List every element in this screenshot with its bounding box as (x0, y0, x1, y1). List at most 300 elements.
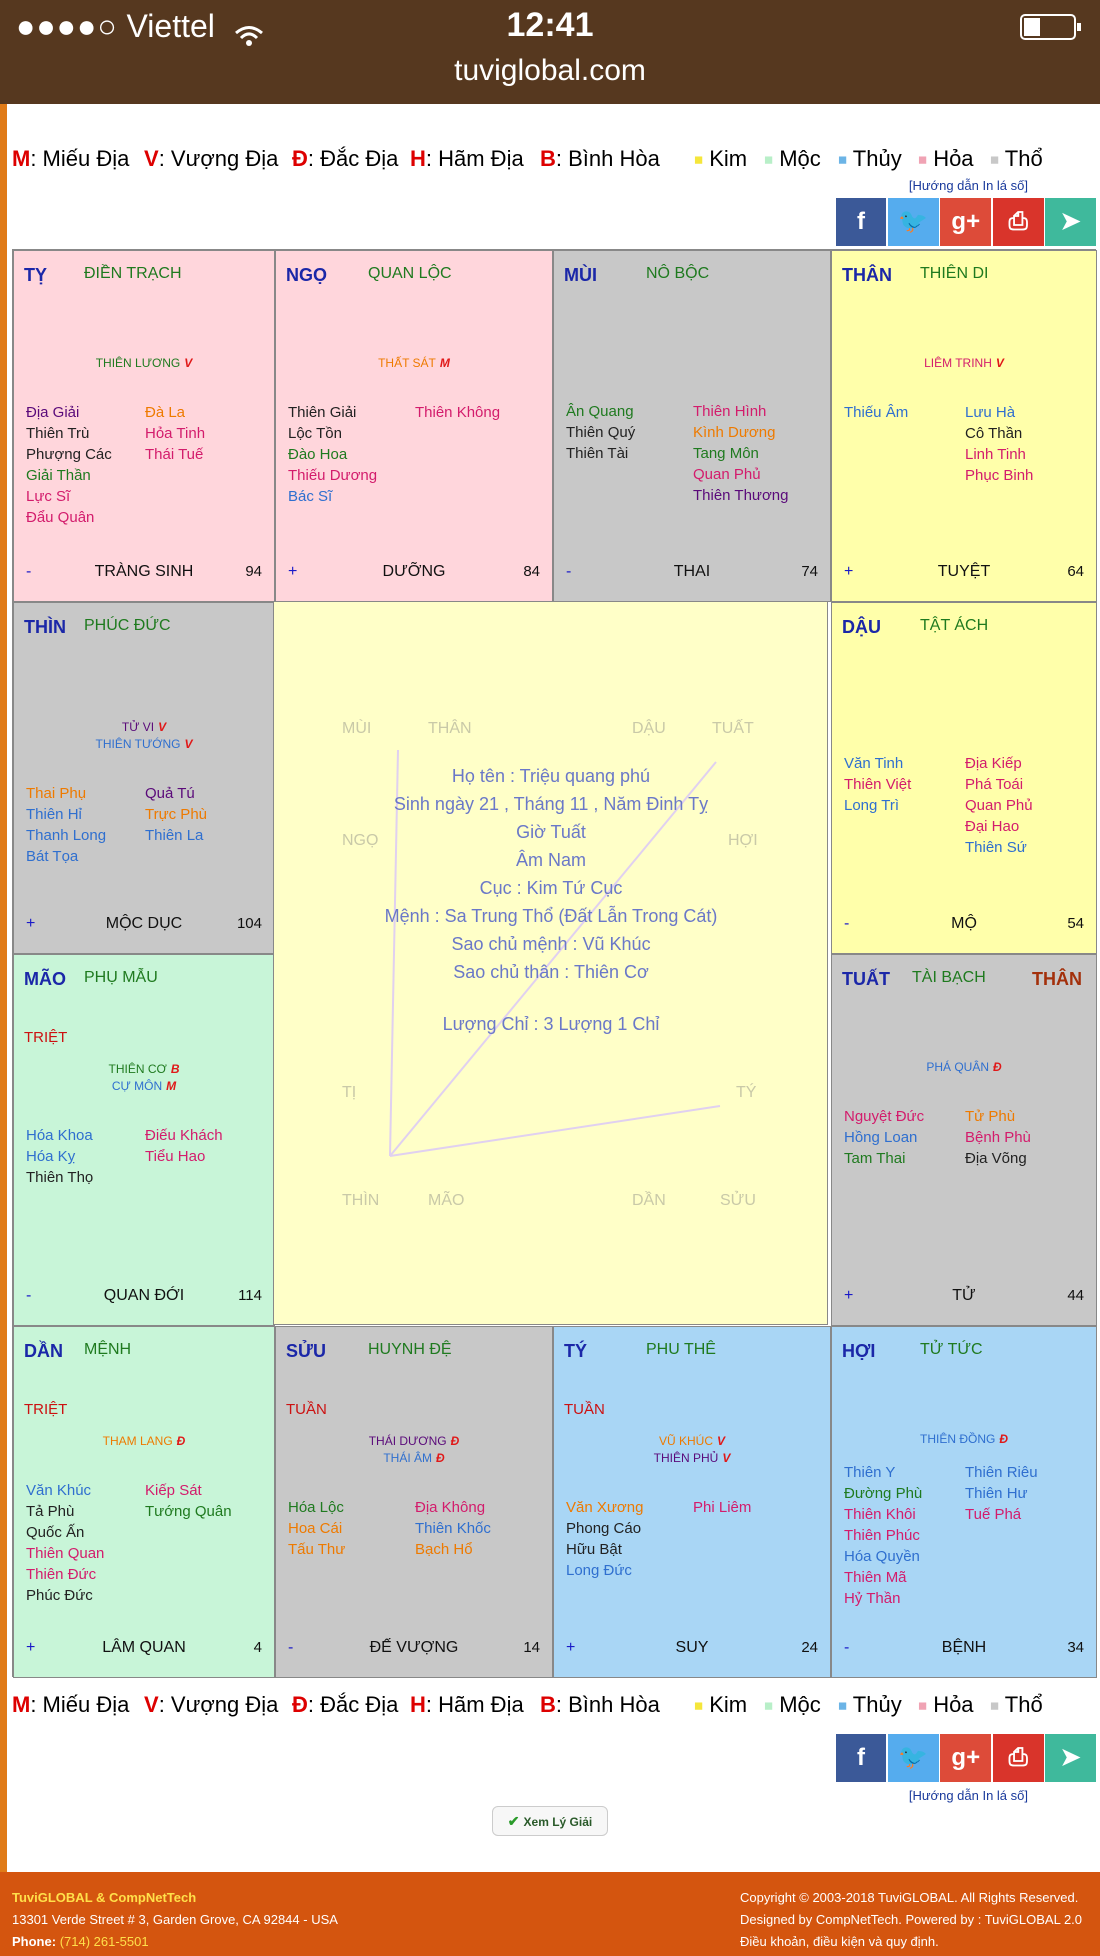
ios-status-bar (0, 0, 1100, 104)
branch-name: MÃO (24, 969, 66, 989)
star-strength-mark: V (158, 720, 167, 734)
main-star (832, 355, 1096, 371)
minor-star: Phượng Các (26, 446, 112, 463)
element-tho: ■ Thổ (990, 1692, 1043, 1717)
twitter-icon: 🐦 (898, 1744, 929, 1771)
dai-van-age: 54 (1067, 915, 1084, 932)
life-stage: TUYỆT (937, 563, 991, 580)
minor-star: Linh Tinh (965, 446, 1026, 463)
minor-star: Kình Dương (693, 424, 776, 441)
luong-chi: Lượng Chỉ : 3 Lượng 1 Chỉ (442, 1014, 660, 1034)
branch-name: THÂN (842, 265, 892, 285)
legend-key: B (540, 146, 556, 171)
minor-star: Thiên Trù (26, 425, 90, 442)
yin-yang-sign: - (844, 1639, 850, 1656)
minor-stars-right (965, 753, 1033, 858)
legend-text: : Vượng Địa (158, 146, 279, 171)
main-star (554, 1450, 830, 1466)
checkmark-icon: ✔ (507, 1813, 520, 1829)
minor-stars-left (844, 1462, 922, 1609)
print-icon: ⎙ (1008, 208, 1028, 235)
google-plus-icon: g+ (951, 1744, 981, 1771)
palace-cell-thin[interactable] (13, 602, 275, 954)
minor-stars-left (844, 753, 911, 816)
yin-yang-sign: - (26, 563, 32, 580)
send-icon: ➤ (1060, 1744, 1081, 1771)
minor-star: Hóa Lộc (288, 1499, 344, 1516)
minor-star: Thiên Mã (844, 1569, 907, 1586)
branch-name: DẦN (24, 1341, 63, 1361)
palace-name: TỬ TỨC (920, 1341, 983, 1358)
yin-yang-sign: + (288, 563, 298, 580)
life-stage: TỬ (952, 1287, 976, 1304)
send-share-button[interactable] (1045, 198, 1096, 246)
legend-key: H (410, 146, 426, 171)
main-star-name: THIÊN TƯỚNG (95, 737, 181, 751)
print-share-button[interactable] (993, 1734, 1044, 1782)
minor-star: Thiên Khôi (844, 1506, 916, 1523)
minor-star: Tấu Thư (288, 1541, 346, 1558)
center-label-than: THÂN (428, 720, 472, 737)
element-kim: ■ Kim (694, 146, 748, 171)
palace-cell-dan[interactable] (13, 1326, 275, 1678)
minor-stars-left (566, 1497, 643, 1581)
star-strength-mark: V (184, 737, 193, 751)
minor-star: Long Đức (566, 1562, 632, 1579)
minor-star: Bác Sĩ (288, 488, 333, 505)
palace-cell-dau[interactable] (831, 602, 1097, 954)
main-star-name: THIÊN PHỦ (653, 1451, 719, 1465)
yin-yang-sign: + (844, 1287, 854, 1304)
palace-cell-tuat[interactable] (831, 954, 1097, 1326)
minor-star: Thiên Thọ (26, 1169, 94, 1186)
life-stage: TRÀNG SINH (94, 563, 194, 580)
twitter-share-button[interactable] (888, 1734, 939, 1782)
minor-star: Quan Phủ (965, 797, 1033, 814)
life-stage: MỘ (951, 915, 977, 932)
star-strength-mark: M (166, 1079, 177, 1093)
center-label-hoi: HỢI (728, 832, 758, 849)
minor-star: Trực Phù (145, 806, 207, 823)
yin-yang-sign: + (26, 915, 36, 932)
footer-phone-label: Phone: (12, 1934, 57, 1949)
minor-star: Lưu Hà (965, 404, 1016, 421)
tuan-triet-marker: TRIỆT (24, 1401, 68, 1418)
minor-star: Tuế Phá (965, 1506, 1022, 1523)
minor-stars-left (844, 402, 908, 423)
main-star (14, 719, 274, 735)
main-star (832, 1059, 1096, 1075)
minor-star: Tả Phù (26, 1503, 75, 1520)
legend-key: M (12, 1692, 31, 1717)
palace-name: MỆNH (84, 1341, 132, 1358)
main-star-name: THAM LANG (102, 1434, 173, 1448)
star-strength-mark: M (439, 356, 450, 370)
than-marker: THÂN (1032, 969, 1082, 989)
address-bar-url[interactable]: tuviglobal.com (454, 54, 646, 87)
legend-text: : Hãm Địa (425, 146, 524, 171)
main-star-name: THIÊN LƯƠNG (95, 356, 181, 370)
minor-star: Lực Sĩ (26, 488, 71, 505)
minor-star: Bạch Hổ (415, 1541, 473, 1558)
footer-phone[interactable]: (714) 261-5501 (59, 1934, 149, 1949)
minor-star: Hữu Bật (566, 1541, 622, 1558)
element-thuy: ■ Thủy (838, 146, 902, 171)
minor-stars-right (415, 1497, 491, 1560)
tuan-triet-marker: TUẦN (286, 1401, 327, 1418)
minor-star: Hoa Cái (288, 1520, 343, 1537)
center-label-ti: TỊ (342, 1084, 357, 1101)
birth-date: Sinh ngày 21 , Tháng 11 , Năm Đinh Tỵ (393, 794, 709, 814)
minor-star: Tử Phù (965, 1108, 1016, 1125)
minor-star: Địa Giải (26, 404, 80, 421)
minor-stars-left (288, 402, 377, 507)
star-strength-mark: V (717, 1434, 726, 1448)
legend-key: V (144, 146, 159, 171)
palace-name: PHU THÊ (646, 1341, 716, 1358)
minor-star: Thiên Sứ (965, 839, 1027, 856)
main-star-name: THIÊN CƠ (108, 1062, 167, 1076)
palace-cell-ngo[interactable] (275, 250, 553, 602)
sao-chu-menh: Sao chủ mệnh : Vũ Khúc (451, 934, 651, 954)
minor-stars-right (145, 402, 205, 465)
minor-star: Giải Thần (26, 467, 91, 484)
minor-stars-right (965, 1462, 1038, 1525)
branch-name: SỬU (286, 1341, 326, 1361)
twitter-icon: 🐦 (898, 208, 929, 235)
minor-star: Phi Liêm (693, 1499, 752, 1516)
left-accent-strip (0, 104, 7, 1872)
branch-name: TỴ (24, 265, 48, 285)
minor-star: Ân Quang (566, 403, 634, 420)
google-plus-icon: g+ (951, 208, 981, 235)
legend-key: B (540, 1692, 556, 1717)
minor-star: Quốc Ấn (26, 1524, 85, 1541)
minor-star: Văn Khúc (26, 1482, 92, 1499)
minor-star: Phong Cáo (566, 1520, 642, 1537)
main-star (14, 1061, 274, 1077)
minor-star: Hỏa Tinh (145, 425, 206, 442)
dai-van-age: 74 (801, 563, 818, 580)
main-star-name: PHÁ QUÂN (926, 1060, 989, 1074)
clock: 12:41 (506, 6, 594, 44)
minor-stars-left (26, 402, 112, 528)
legend-text: : Đắc Địa (307, 146, 399, 171)
minor-stars-right (145, 1480, 232, 1522)
main-star (276, 1450, 552, 1466)
dai-van-age: 94 (245, 563, 262, 580)
legend-text: : Bình Hòa (555, 1692, 660, 1717)
minor-star: Thiên Hình (693, 403, 767, 420)
minor-star: Nguyệt Đức (844, 1108, 925, 1125)
legend-text: : Hãm Địa (425, 1692, 524, 1717)
dai-van-age: 104 (236, 915, 262, 932)
minor-star: Đào Hoa (288, 446, 348, 463)
print-guide-link[interactable]: [Hướng dẫn In lá số] (908, 178, 1028, 193)
facebook-share-button[interactable] (836, 198, 887, 246)
legend-text: : Vượng Địa (158, 1692, 279, 1717)
main-star (14, 1433, 274, 1449)
branch-name: THÌN (24, 617, 66, 637)
google-plus-share-button[interactable] (940, 198, 991, 246)
main-star (554, 1433, 830, 1449)
star-strength-mark: B (170, 1062, 180, 1076)
dai-van-age: 24 (801, 1639, 818, 1656)
chart-center-info (273, 601, 828, 1325)
yin-yang-sign: + (566, 1639, 576, 1656)
facebook-share-button[interactable] (836, 1734, 887, 1782)
main-star-name: CỰ MÔN (111, 1079, 163, 1093)
center-label-thin: THÌN (342, 1192, 380, 1209)
life-stage: THAI (673, 563, 711, 580)
star-strength-mark: Đ (999, 1432, 1008, 1446)
minor-star: Thiên Quý (566, 424, 636, 441)
minor-stars-right (145, 1125, 223, 1167)
sao-chu-than: Sao chủ thân : Thiên Cơ (453, 962, 649, 982)
minor-star: Thiên Hỉ (26, 806, 82, 823)
dai-van-age: 44 (1067, 1287, 1084, 1304)
print-guide-link[interactable]: [Hướng dẫn In lá số] (908, 1788, 1028, 1803)
minor-star: Long Trì (844, 797, 900, 814)
footer-company: TuviGLOBAL & CompNetTech (12, 1890, 197, 1905)
main-star-name: THẤT SÁT (378, 356, 436, 370)
yin-yang-sign: - (566, 563, 572, 580)
legend-key: H (410, 1692, 426, 1717)
minor-star: Tam Thai (844, 1150, 906, 1167)
minor-stars-left (288, 1497, 345, 1560)
minor-star: Địa Không (415, 1499, 486, 1516)
palace-cell-mui[interactable] (553, 250, 831, 602)
footer-designed[interactable]: Designed by CompNetTech. Powered by : TuviGLOBAL 2.0 (740, 1912, 1083, 1927)
center-label-suu: SỬU (720, 1192, 756, 1209)
palace-cell-suu[interactable] (275, 1326, 553, 1678)
gender: Âm Nam (515, 850, 586, 870)
main-star-name: THÁI DƯƠNG (368, 1434, 447, 1448)
legend-text: : Bình Hòa (555, 146, 660, 171)
life-stage: QUAN ĐỚI (103, 1287, 185, 1304)
minor-stars-right (693, 1497, 751, 1518)
minor-star: Thiếu Âm (844, 404, 909, 421)
palace-name: NÔ BỘC (646, 265, 710, 282)
minor-star: Hóa Kỵ (26, 1148, 76, 1165)
minor-star: Thiên Riêu (965, 1464, 1038, 1481)
main-star-name: LIÊM TRINH (924, 356, 992, 370)
twitter-share-button[interactable] (888, 198, 939, 246)
dai-van-age: 64 (1067, 563, 1084, 580)
palace-cell-hoi[interactable] (831, 1326, 1097, 1678)
send-icon: ➤ (1060, 208, 1081, 235)
footer-terms[interactable]: Điều khoản, điều kiện và quy định. (740, 1934, 939, 1949)
minor-star: Địa Võng (965, 1150, 1027, 1167)
center-label-tuat: TUẤT (712, 720, 754, 737)
minor-stars-right (415, 402, 500, 423)
dai-van-age: 34 (1067, 1639, 1084, 1656)
star-strength-mark: V (995, 356, 1004, 370)
center-label-dan: DẦN (632, 1192, 666, 1209)
minor-star: Hồng Loan (844, 1129, 918, 1146)
minor-star: Thiên Quan (26, 1545, 105, 1562)
life-stage: DƯỠNG (382, 563, 446, 580)
dai-van-age: 84 (523, 563, 540, 580)
star-strength-mark: Đ (450, 1434, 460, 1448)
battery-icon (1020, 14, 1076, 40)
life-stage: BỆNH (941, 1639, 987, 1656)
palace-name: ĐIỀN TRẠCH (84, 265, 182, 282)
legend-key: V (144, 1692, 159, 1717)
minor-star: Phúc Đức (26, 1587, 93, 1604)
tuan-triet-marker: TUẦN (564, 1401, 605, 1418)
main-star-name: TỬ VI (121, 720, 155, 734)
minor-star: Thiên Khốc (415, 1520, 491, 1537)
main-star (14, 736, 274, 752)
life-stage: ĐẾ VƯỢNG (369, 1639, 459, 1656)
minor-star: Đại Hao (965, 818, 1020, 835)
palace-name: THIÊN DI (920, 265, 989, 282)
center-label-ty: TÝ (736, 1084, 757, 1101)
element-hoa: ■ Hỏa (918, 146, 974, 171)
minor-stars-right (693, 401, 789, 506)
print-icon: ⎙ (1008, 1744, 1028, 1771)
site-footer (0, 1872, 1100, 1956)
main-star-name: THÁI ÂM (383, 1451, 432, 1465)
minor-star: Thiên Phúc (844, 1527, 920, 1544)
minor-stars-left (566, 401, 635, 464)
legend-text: : Miếu Địa (30, 146, 130, 171)
element-moc: ■ Mộc (764, 146, 821, 171)
star-strength-mark: V (722, 1451, 731, 1465)
minor-star: Tiểu Hao (145, 1148, 206, 1165)
minor-star: Bát Tọa (26, 848, 79, 865)
menh: Mệnh : Sa Trung Thổ (Đất Lẫn Trong Cát) (384, 906, 718, 926)
legend-text: : Đắc Địa (307, 1692, 399, 1717)
legend-text: : Miếu Địa (30, 1692, 130, 1717)
share-bar-top (834, 198, 1096, 246)
minor-star: Văn Xương (566, 1499, 644, 1516)
minor-star: Tướng Quân (145, 1503, 232, 1520)
minor-stars-left (844, 1106, 924, 1169)
center-label-mui: MÙI (342, 720, 372, 737)
minor-star: Điếu Khách (145, 1127, 223, 1144)
send-share-button[interactable] (1045, 1734, 1096, 1782)
minor-star: Kiếp Sát (145, 1482, 202, 1499)
yin-yang-sign: + (844, 563, 854, 580)
minor-stars-left (26, 1480, 104, 1606)
palace-name: PHÚC ĐỨC (84, 617, 171, 634)
minor-star: Hóa Quyền (844, 1548, 920, 1565)
legend-key: Đ (292, 1692, 308, 1717)
minor-star: Thiên Không (415, 404, 501, 421)
full-name: Họ tên : Triệu quang phú (451, 766, 651, 786)
minor-star: Thiên Giải (288, 404, 357, 421)
minor-star: Bệnh Phù (965, 1129, 1031, 1146)
google-plus-share-button[interactable] (940, 1734, 991, 1782)
minor-star: Lộc Tồn (288, 425, 342, 442)
branch-name: TÝ (564, 1341, 588, 1361)
palace-name: TÀI BẠCH (912, 969, 986, 986)
palace-name: HUYNH ĐỆ (368, 1341, 452, 1358)
minor-star: Phá Toái (965, 776, 1024, 793)
legend-key: M (12, 146, 31, 171)
star-strength-mark: V (184, 356, 193, 370)
yin-yang-sign: + (26, 1639, 36, 1656)
share-bar-bottom (834, 1734, 1096, 1782)
signal-strength-icon: ●●●●○ (16, 8, 118, 44)
center-label-ngo: NGỌ (342, 832, 379, 849)
life-stage: SUY (675, 1639, 709, 1656)
minor-star: Hóa Khoa (26, 1127, 93, 1144)
print-share-button[interactable] (993, 198, 1044, 246)
minor-star: Hỷ Thần (844, 1590, 901, 1607)
star-strength-mark: Đ (176, 1434, 186, 1448)
main-star-name: THIÊN ĐỒNG (919, 1432, 996, 1446)
main-star (832, 1431, 1096, 1447)
branch-name: MÙI (564, 265, 597, 285)
main-star (276, 355, 552, 371)
minor-stars-left (26, 783, 106, 867)
minor-stars-right (145, 783, 207, 846)
element-kim: ■ Kim (694, 1692, 748, 1717)
xem-ly-giai-button[interactable] (492, 1806, 608, 1836)
minor-star: Cô Thần (965, 425, 1023, 442)
dai-van-age: 14 (523, 1639, 540, 1656)
minor-star: Thanh Long (26, 827, 107, 844)
minor-star: Thiếu Dương (288, 467, 378, 484)
palace-name: TẬT ÁCH (920, 617, 989, 634)
life-stage: MỘC DỤC (105, 915, 183, 932)
minor-star: Địa Kiếp (965, 755, 1022, 772)
minor-star: Phục Binh (965, 467, 1034, 484)
minor-stars-right (965, 1106, 1031, 1169)
center-label-dau: DẬU (632, 720, 666, 737)
minor-star: Thiên Thương (693, 487, 789, 504)
tuan-triet-marker: TRIỆT (24, 1029, 68, 1046)
palace-name: QUAN LỘC (368, 265, 452, 282)
facebook-icon: f (856, 208, 865, 235)
minor-star: Đẩu Quân (26, 509, 95, 526)
minor-stars-left (26, 1125, 93, 1188)
minor-star: Thái Tuế (145, 446, 204, 463)
palace-cell-ty-rat[interactable] (553, 1326, 831, 1678)
birth-hour: Giờ Tuất (516, 822, 586, 842)
minor-star: Thai Phụ (26, 785, 87, 802)
life-stage: LÂM QUAN (102, 1639, 186, 1656)
carrier-name: Viettel (126, 8, 215, 44)
branch-name: NGỌ (286, 265, 328, 285)
palace-cell-mao[interactable] (13, 954, 275, 1326)
minor-star: Thiên Tài (566, 445, 629, 462)
palace-cell-than-monkey[interactable] (831, 250, 1097, 602)
dai-van-age: 114 (238, 1287, 262, 1304)
minor-star: Văn Tinh (844, 755, 904, 772)
element-moc: ■ Mộc (764, 1692, 821, 1717)
main-star (276, 1433, 552, 1449)
footer-address: 13301 Verde Street # 3, Garden Grove, CA 92844 - USA (12, 1912, 338, 1927)
yin-yang-sign: - (288, 1639, 294, 1656)
minor-star: Tang Môn (693, 445, 759, 462)
palace-cell-ty-snake[interactable] (13, 250, 275, 602)
palace-name: PHỤ MẪU (84, 969, 158, 986)
element-tho: ■ Thổ (990, 146, 1043, 171)
legend-bottom (12, 1692, 1100, 1732)
yin-yang-sign: - (844, 915, 850, 932)
minor-stars-right (965, 402, 1033, 486)
minor-star: Thiên Đức (26, 1566, 97, 1583)
minor-star: Thiên La (145, 827, 204, 844)
xem-ly-giai-label: Xem Lý Giải (523, 1815, 593, 1829)
minor-star: Quan Phủ (693, 466, 761, 483)
yin-yang-sign: - (26, 1287, 32, 1304)
minor-star: Đà La (145, 404, 186, 421)
